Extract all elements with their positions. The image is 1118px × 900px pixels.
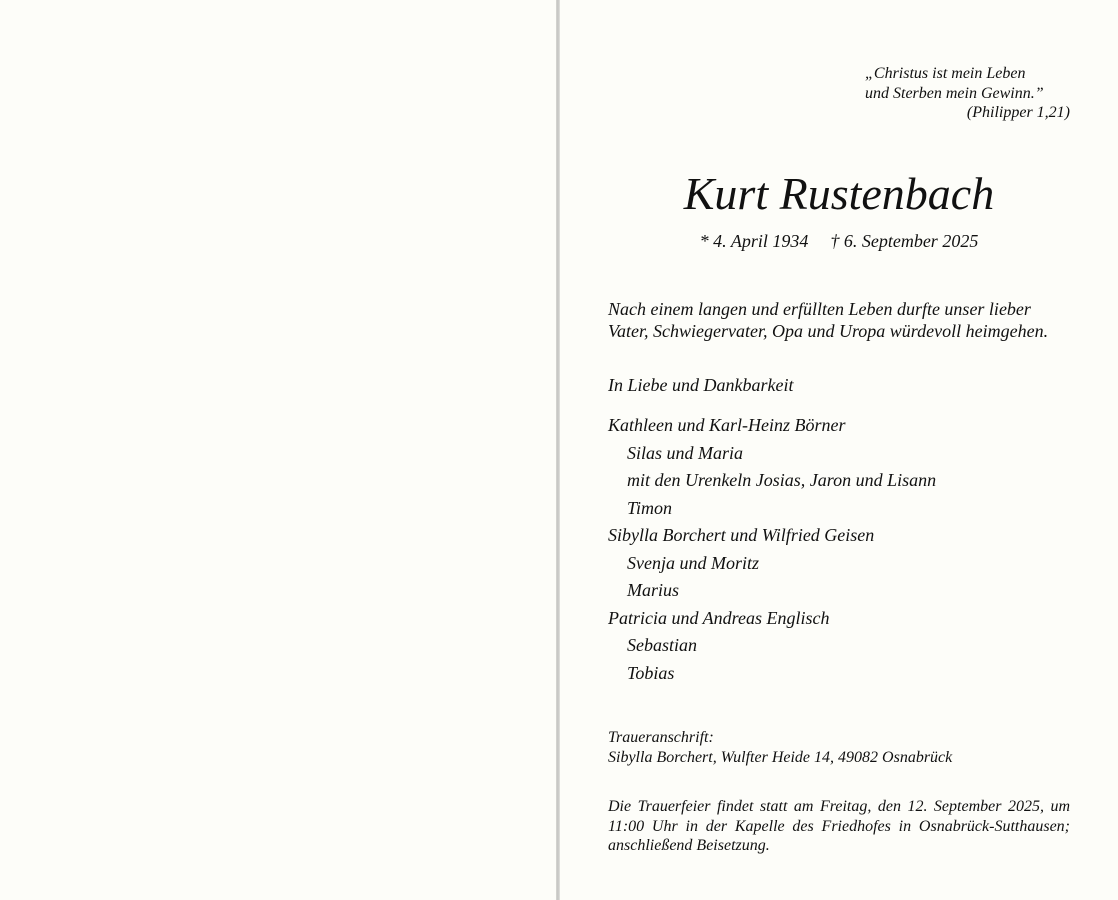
family-member: Svenja und Moritz — [627, 552, 759, 573]
verse-reference: (Philipper 1,21) — [966, 104, 1070, 121]
family-member: Patricia und Andreas Englisch — [608, 607, 830, 628]
life-dates — [560, 229, 1118, 253]
right-page — [560, 0, 1118, 900]
bible-verse — [865, 64, 1070, 123]
mourning-address — [608, 728, 1078, 767]
family-member: Timon — [627, 497, 673, 518]
family-list — [608, 413, 1078, 688]
family-member: Marius — [627, 580, 680, 600]
birth-date: * 4. April 1934 — [699, 231, 809, 251]
family-member: mit den Urenkeln Josias, Jaron und Lisann — [627, 470, 937, 490]
family-member: Tobias — [627, 662, 675, 683]
family-member: Kathleen und Karl-Heinz Börner — [608, 415, 846, 435]
verse-line-2: und Sterben mein Gewinn.” — [865, 84, 1044, 102]
left-page-blank — [0, 0, 557, 900]
deceased-name: Kurt Rustenbach — [683, 168, 995, 219]
death-date: † 6. September 2025 — [830, 231, 979, 251]
ceremony-notice: Die Trauerfeier findet statt am Freitag, den 12. September 2025, um 11:00 Uhr in der Kapelle des Friedhofes in Osnabrück-Sutthausen; anschließend Beisetzung. — [608, 798, 1070, 854]
closing-phrase: In Liebe und Dankbarkeit — [608, 375, 794, 395]
intro-line-2: Vater, Schwiegervater, Opa und Uropa würdevoll heimgehen. — [608, 321, 1049, 341]
family-member: Silas und Maria — [627, 442, 744, 463]
address-value: Sibylla Borchert, Wulfter Heide 14, 49082 Osnabrück — [608, 748, 953, 766]
family-member: Sibylla Borchert und Wilfried Geisen — [608, 525, 875, 545]
intro-line-1: Nach einem langen und erfüllten Leben durfte unser lieber — [608, 299, 1031, 319]
family-member: Sebastian — [627, 635, 697, 655]
intro-text — [608, 298, 1078, 342]
address-label: Traueranschrift: — [608, 729, 714, 746]
verse-line-1: „Christus ist mein Leben — [865, 65, 1026, 82]
